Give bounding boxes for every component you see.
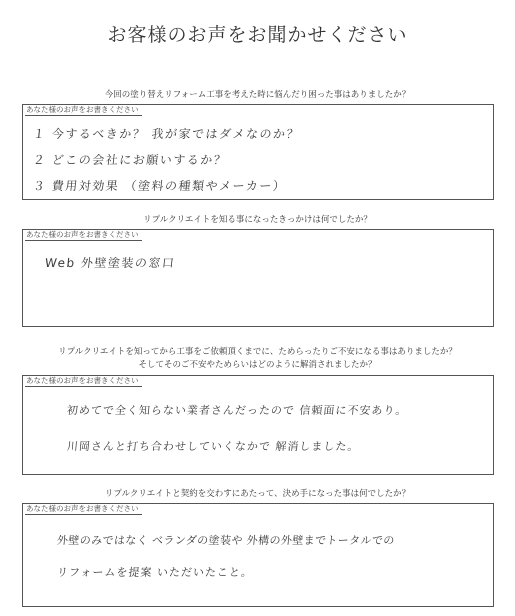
handwritten-answer: 川岡さんと打ち合わせしていくなかで 解消しました。 bbox=[66, 440, 361, 453]
handwritten-answer: １ 今するべきか？ 我が家ではダメなのか？ bbox=[32, 127, 301, 141]
answer-box-label: あなた様のお声をお書きください bbox=[25, 105, 142, 116]
page-title: お客様のお声をお聞かせください bbox=[107, 24, 408, 46]
handwritten-answer: Web 外壁塗装の窓口 bbox=[44, 256, 177, 270]
question-1: 今回の塗り替えリフォーム工事を考えた時に悩んだり困った事はありましたか？ bbox=[104, 90, 411, 100]
answer-box-label: あなた様のお声をお書きください bbox=[25, 376, 142, 387]
answer-box-2 bbox=[22, 229, 494, 327]
handwritten-answer: 外壁のみではなく ベランダの塗装や 外構の外壁までトータルでの bbox=[56, 534, 396, 547]
question-2: リプルクリエイトを知る事になったきっかけは何でしたか？ bbox=[143, 215, 372, 225]
handwritten-answer: ３ 費用対効果 （塗料の種類やメーカー） bbox=[32, 179, 288, 193]
question-3-line-1: リプルクリエイトを知ってから工事をご依頼頂くまでに、ためらったりご不安になる事はありましたか？ bbox=[58, 347, 457, 357]
question-4: リプルクリエイトと契約を交わすにあたって、決め手になった事は何でしたか？ bbox=[104, 489, 411, 499]
answer-box-label: あなた様のお声をお書きください bbox=[25, 504, 142, 515]
handwritten-answer: リフォームを提案 いただいたこと。 bbox=[56, 566, 254, 579]
answer-box-4 bbox=[22, 503, 494, 607]
handwritten-answer: 初めてで全く知らない業者さんだったので 信頼面に不安あり。 bbox=[66, 404, 409, 417]
answer-box-1 bbox=[22, 104, 494, 200]
answer-box-label: あなた様のお声をお書きください bbox=[25, 230, 142, 241]
handwritten-answer: ２ どこの会社にお願いするか？ bbox=[32, 153, 229, 167]
answer-box-3 bbox=[22, 375, 494, 475]
question-3-line-2: そしてそのご不安やためらいはどのように解消されましたか？ bbox=[138, 360, 377, 370]
